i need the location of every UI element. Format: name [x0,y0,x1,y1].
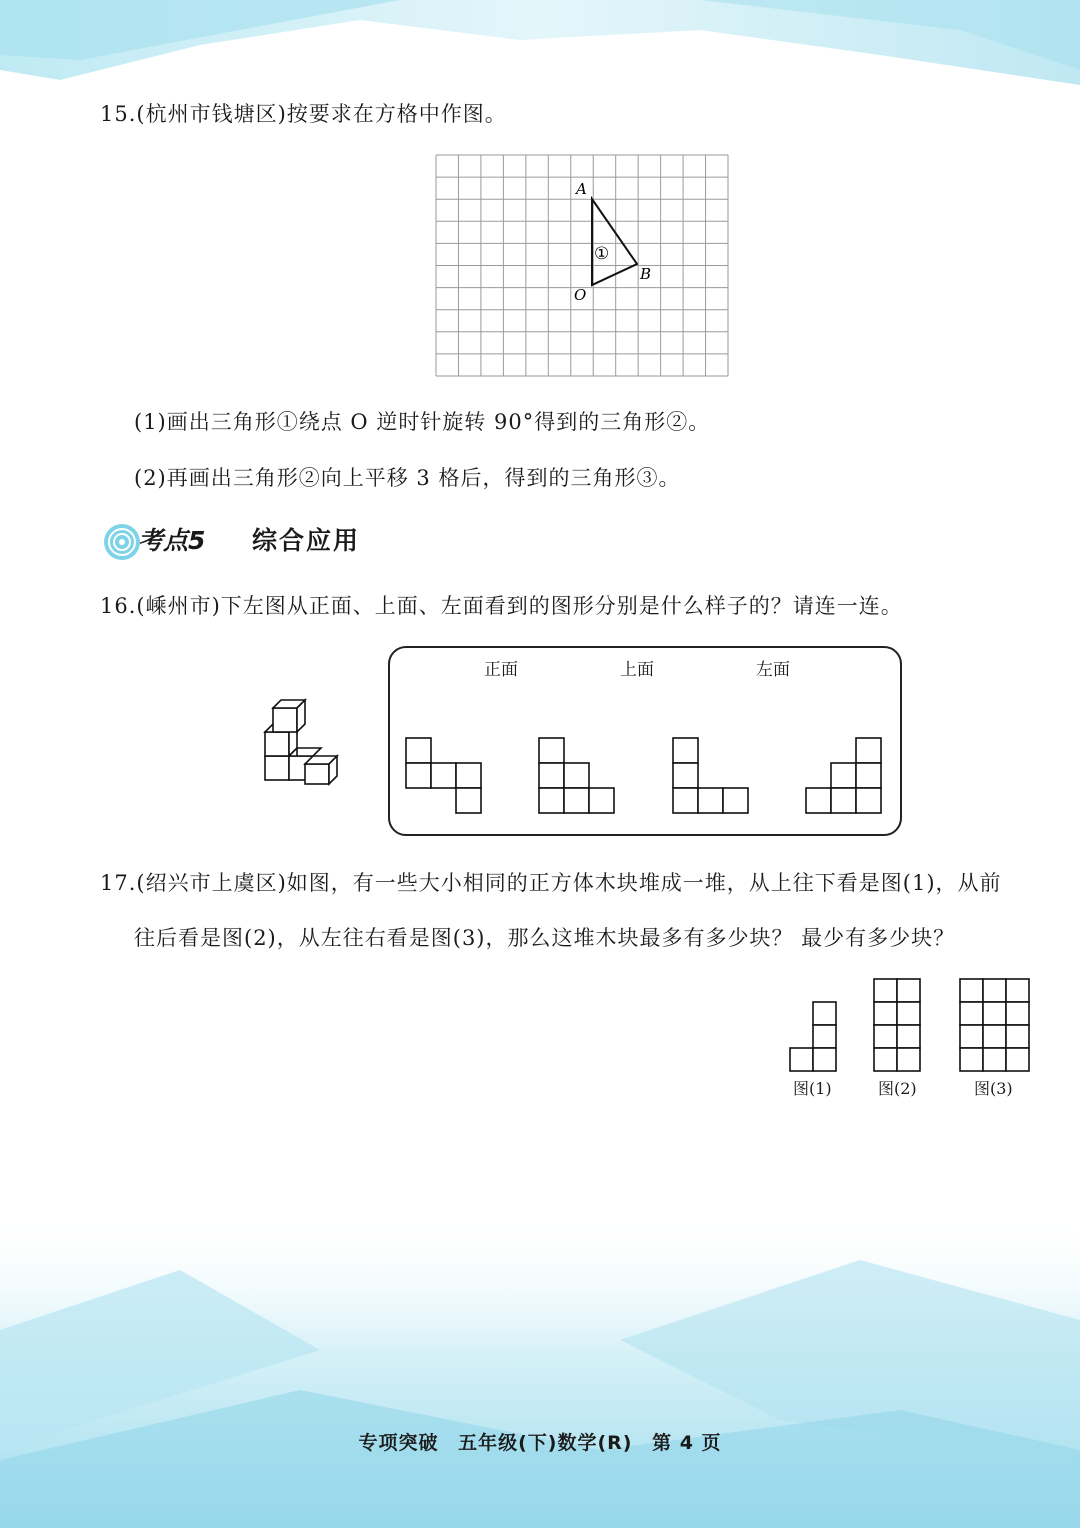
footer-series: 专项突破 [358,1432,439,1454]
question-17-line-2: 往后看是图(2)，从左往右看是图(3)，那么这堆木块最多有多少块？ 最少有多少块？ [134,926,956,950]
option-shape-d-cell [856,788,881,813]
label-B: B [640,265,652,283]
figure-3-cell [960,979,983,1002]
figure-3-cell [983,1025,1006,1048]
kaodian-label: 考点5 [138,526,206,555]
figure-2-cell [874,1025,897,1048]
figure-2-cell [897,979,920,1002]
option-shape-a-cell [456,788,481,813]
option-shape-b-cell [564,763,589,788]
q15-grid-figure [434,153,730,378]
option-shape-a-cell [431,763,456,788]
option-shape-b-cell [589,788,614,813]
figure-1-cell [813,1002,836,1025]
page-footer [0,1428,1080,1455]
option-shape-b-cell [539,788,564,813]
figure-2-cell [897,1048,920,1071]
view-label-left: 左面 [756,660,790,680]
figure-3-cell [1006,1002,1029,1025]
option-shape-c-cell [698,788,723,813]
option-shape-a-cell [406,738,431,763]
figure-3-cell [960,1002,983,1025]
option-shape-b-cell [539,738,564,763]
figure-2-label: 图(2) [878,1079,917,1098]
triangle-1 [592,199,637,285]
question-15-text: 15.(杭州市钱塘区)按要求在方格中作图。 [100,102,507,126]
option-shape-c-cell [673,763,698,788]
option-shape-d-cell [806,788,831,813]
option-shape-d-cell [831,763,856,788]
figure-3-cell [983,1048,1006,1071]
figure-1-cell [813,1048,836,1071]
figure-2-cell [897,1002,920,1025]
figure-3-cell [960,1025,983,1048]
view-label-top: 上面 [620,660,654,680]
view-label-front: 正面 [484,660,518,680]
figure-1-cell [790,1048,813,1071]
q16-cube-stack [258,688,358,788]
figure-1-cell [813,1025,836,1048]
label-A: A [576,180,587,198]
q15-subquestion-2: (2)再画出三角形②向上平移 3 格后，得到的三角形③。 [134,466,681,490]
label-O: O [574,286,587,304]
figure-3-cell [1006,979,1029,1002]
option-shape-b-cell [564,788,589,813]
bottom-decoration [0,1210,1080,1528]
figure-1-label: 图(1) [793,1079,832,1098]
figure-3-label: 图(3) [974,1079,1013,1098]
q15-subquestion-1: (1)画出三角形①绕点 O 逆时针旋转 90°得到的三角形②。 [134,410,711,434]
question-17-line-1: 17.(绍兴市上虞区)如图，有一些大小相同的正方体木块堆成一堆，从上往下看是图(1)，从前 [100,871,1002,895]
figure-2-cell [897,1025,920,1048]
footer-page: 第 4 页 [652,1432,722,1454]
figure-3-cell [1006,1048,1029,1071]
top-decoration [0,0,1080,100]
q17-figures [786,974,1036,1074]
option-shape-a-cell [456,763,481,788]
option-shape-c-cell [723,788,748,813]
figure-2-cell [874,979,897,1002]
label-triangle-1: ① [594,244,610,264]
figure-3-cell [983,1002,1006,1025]
option-shape-b-cell [539,763,564,788]
section-heading [100,518,520,562]
option-shape-d-cell [831,788,856,813]
figure-3-cell [983,979,1006,1002]
figure-3-cell [1006,1025,1029,1048]
footer-grade: 五年级(下)数学(R) [458,1432,633,1454]
option-shape-d-cell [856,738,881,763]
option-shape-c-cell [673,738,698,763]
question-16-text: 16.(嵊州市)下左图从正面、上面、左面看到的图形分别是什么样子的？请连一连。 [100,594,903,618]
section-title: 综合应用 [252,526,361,555]
option-shape-d-cell [856,763,881,788]
q16-view-options [400,732,890,818]
figure-3-cell [960,1048,983,1071]
option-shape-c-cell [673,788,698,813]
figure-2-cell [874,1048,897,1071]
figure-2-cell [874,1002,897,1025]
option-shape-a-cell [406,763,431,788]
